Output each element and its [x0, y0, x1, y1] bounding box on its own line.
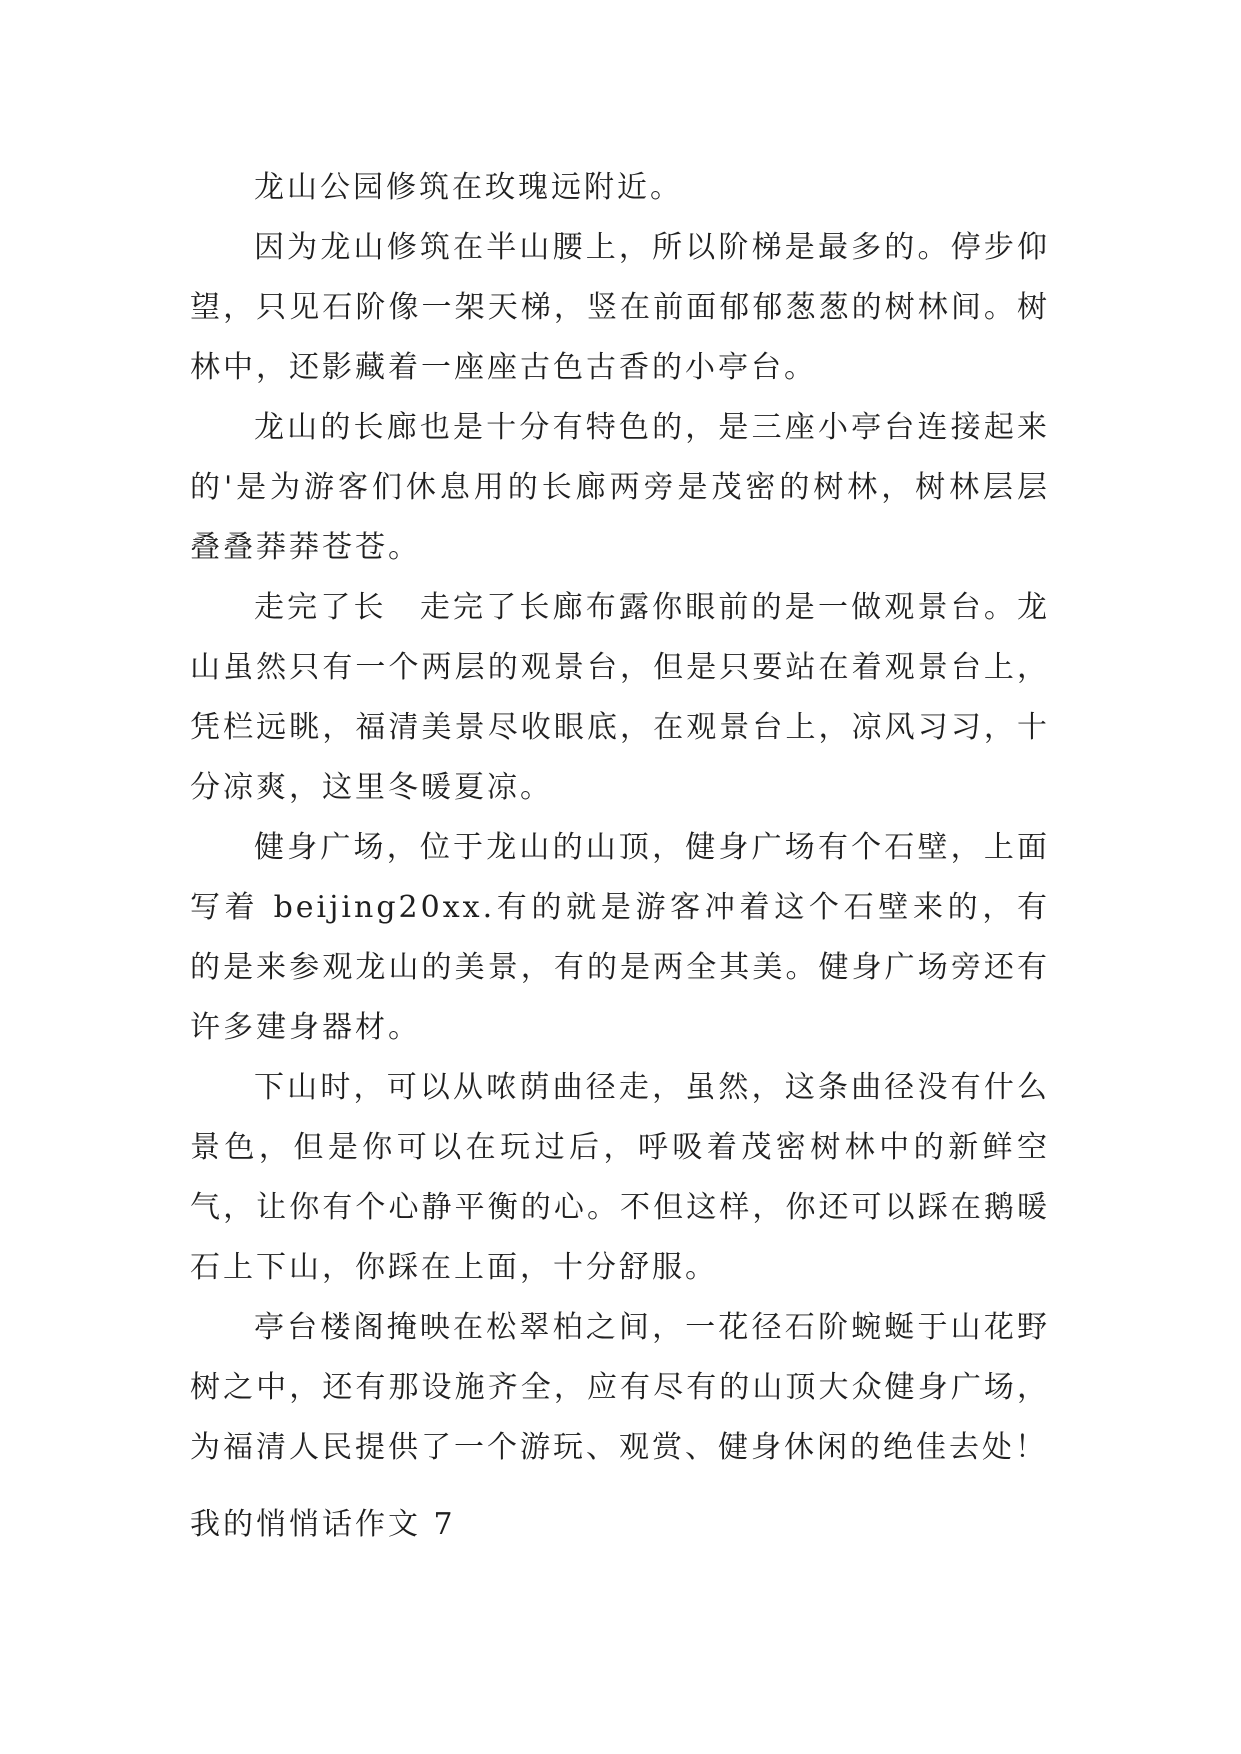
paragraph-4: 走完了长 走完了长廊布露你眼前的是一做观景台。龙山虽然只有一个两层的观景台，但是只要站在着观景台上，凭栏远眺，福清美景尽收眼底，在观景台上，凉风习习，十分凉爽，这里冬暖夏凉。 — [190, 590, 1050, 805]
section-heading: 我的悄悄话作文 7 — [190, 1507, 456, 1542]
paragraph-6: 下山时，可以从哝荫曲径走，虽然，这条曲径没有什么景色，但是你可以在玩过后，呼吸着茂密树林中的新鲜空气，让你有个心静平衡的心。不但这样，你还可以踩在鹅暖石上下山，你踩在上面，十分舒服。 — [190, 1070, 1050, 1285]
paragraph-2: 因为龙山修筑在半山腰上，所以阶梯是最多的。停步仰望，只见石阶像一架天梯，竖在前面郁郁葱葱的树林间。树林中，还影藏着一座座古色古香的小亭台。 — [190, 230, 1050, 385]
paragraph-1: 龙山公园修筑在玫瑰远附近。 — [254, 170, 683, 205]
paragraph-3: 龙山的长廊也是十分有特色的，是三座小亭台连接起来的'是为游客们休息用的长廊两旁是茂密的树林，树林层层叠叠莽莽苍苍。 — [190, 410, 1050, 565]
paragraph-5: 健身广场，位于龙山的山顶，健身广场有个石壁，上面写着 beijing20xx.有的就是游客冲着这个石壁来的，有的是来参观龙山的美景，有的是两全其美。健身广场旁还有许多建身器材。 — [190, 830, 1050, 1045]
document-body — [190, 158, 1050, 1478]
paragraph-7: 亭台楼阁掩映在松翠柏之间，一花径石阶蜿蜒于山花野树之中，还有那设施齐全，应有尽有的山顶大众健身广场，为福清人民提供了一个游玩、观赏、健身休闲的绝佳去处！ — [190, 1310, 1050, 1465]
